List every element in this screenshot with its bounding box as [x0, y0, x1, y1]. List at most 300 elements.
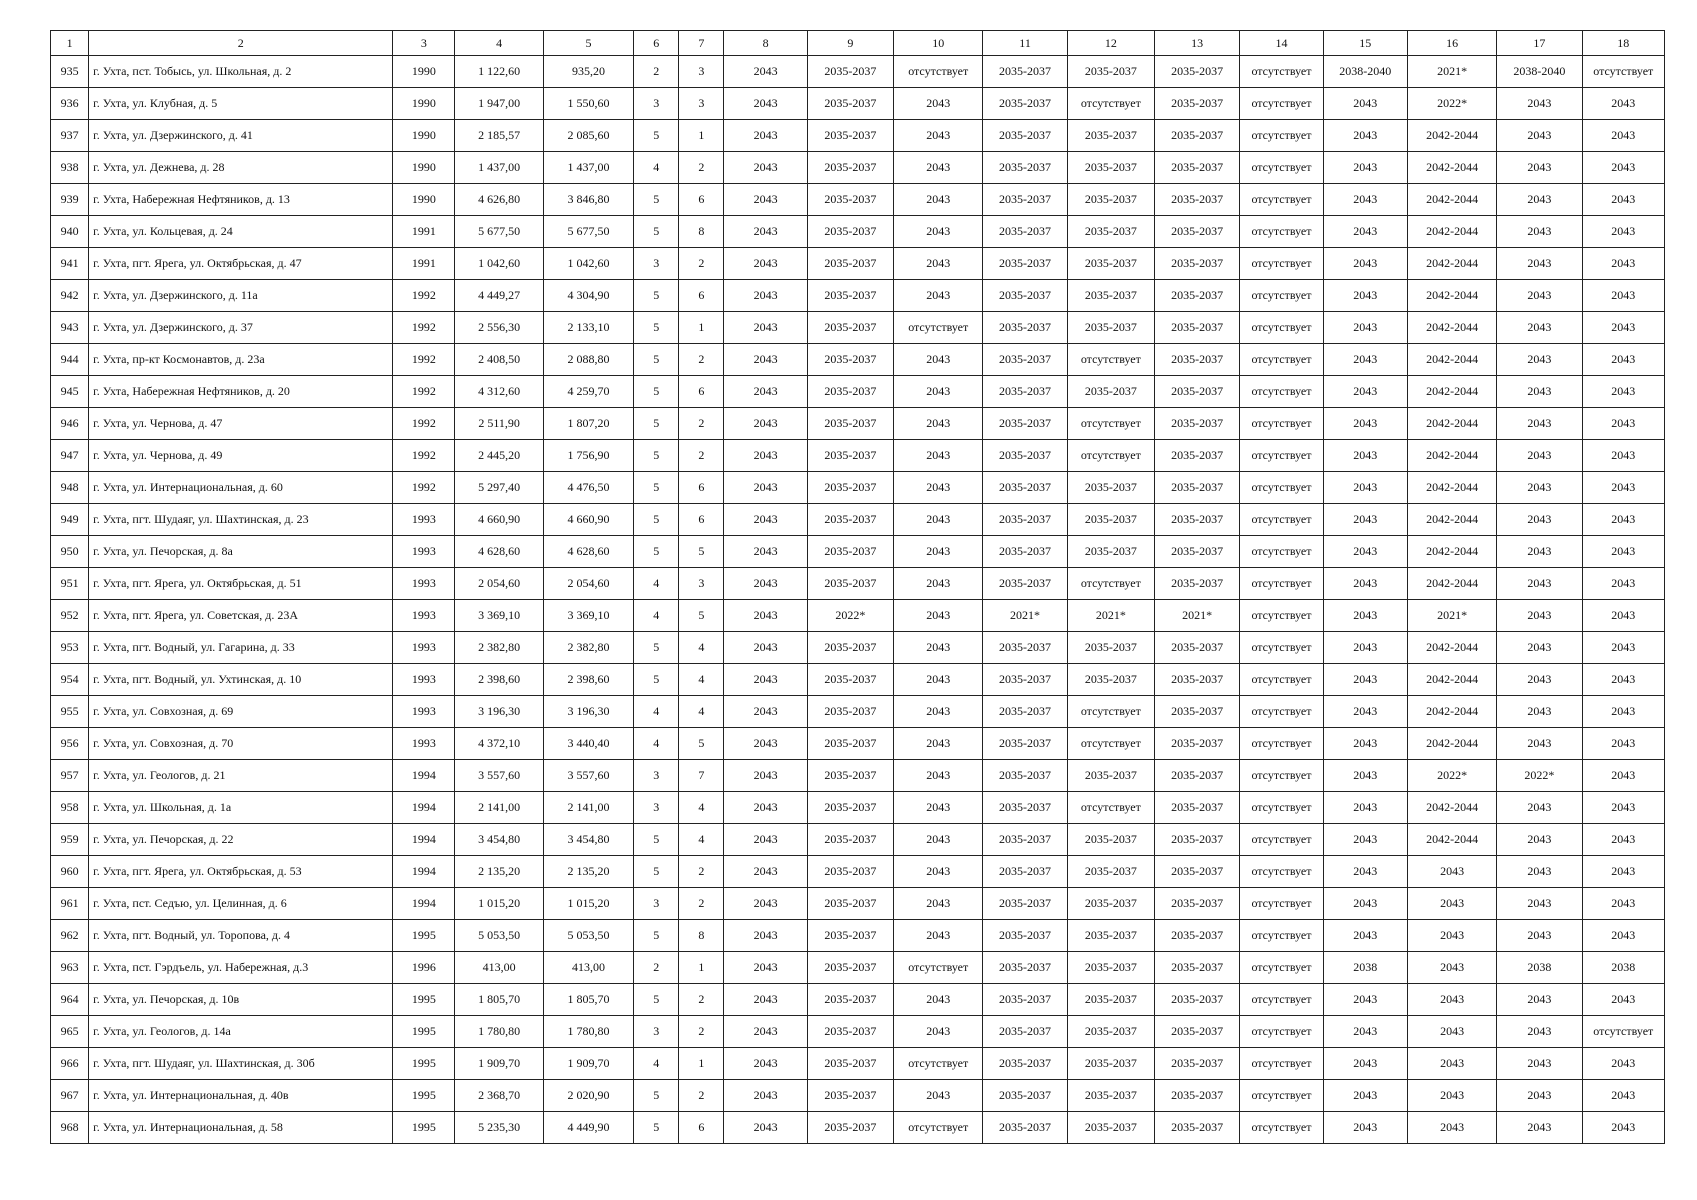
table-row: [51, 856, 1665, 888]
table-cell: 6: [679, 1112, 724, 1144]
table-cell: 2043: [724, 1016, 807, 1048]
table-cell: 2043: [1497, 824, 1582, 856]
table-cell: 2043: [1582, 856, 1664, 888]
address-cell: г. Ухта, пр-кт Космонавтов, д. 23а: [89, 344, 393, 376]
table-row: [51, 632, 1665, 664]
table-cell: 2035-2037: [1067, 472, 1154, 504]
table-cell: отсутствует: [1240, 792, 1323, 824]
address-cell: г. Ухта, пгт. Ярега, ул. Октябрьская, д. 47: [89, 248, 393, 280]
table-cell: 2043: [1323, 120, 1407, 152]
address-cell: г. Ухта, ул. Интернациональная, д. 60: [89, 472, 393, 504]
table-cell: 1994: [393, 856, 455, 888]
table-cell: 2042-2044: [1407, 792, 1496, 824]
table-cell: 2043: [724, 280, 807, 312]
table-cell: 2043: [1497, 504, 1582, 536]
table-cell: отсутствует: [1240, 152, 1323, 184]
table-cell: 2043: [1407, 888, 1496, 920]
table-cell: 2 135,20: [543, 856, 633, 888]
table-cell: 2035-2037: [983, 216, 1067, 248]
table-cell: 2 020,90: [543, 1080, 633, 1112]
row-number-cell: 952: [51, 600, 89, 632]
table-cell: 4: [679, 664, 724, 696]
table-cell: 2043: [1497, 664, 1582, 696]
table-cell: 2035-2037: [983, 888, 1067, 920]
row-number-cell: 943: [51, 312, 89, 344]
table-cell: 2043: [1497, 88, 1582, 120]
table-cell: 1993: [393, 504, 455, 536]
table-cell: 2043: [894, 248, 983, 280]
row-number-cell: 946: [51, 408, 89, 440]
table-cell: 2043: [894, 792, 983, 824]
table-cell: 3: [679, 88, 724, 120]
table-cell: 2 185,57: [455, 120, 543, 152]
table-cell: 2035-2037: [1067, 920, 1154, 952]
table-cell: 2043: [724, 312, 807, 344]
table-cell: 1993: [393, 728, 455, 760]
address-cell: г. Ухта, пгт. Шудаяг, ул. Шахтинская, д. 30б: [89, 1048, 393, 1080]
table-row: [51, 1112, 1665, 1144]
table-cell: 2043: [724, 120, 807, 152]
table-cell: отсутствует: [1240, 536, 1323, 568]
row-number-cell: 948: [51, 472, 89, 504]
table-cell: 2043: [1323, 760, 1407, 792]
table-cell: 1990: [393, 56, 455, 88]
table-cell: 2043: [724, 920, 807, 952]
table-cell: 2043: [1323, 216, 1407, 248]
table-cell: отсутствует: [1240, 1016, 1323, 1048]
table-cell: 2 398,60: [455, 664, 543, 696]
table-cell: 2043: [1497, 280, 1582, 312]
table-cell: 2035-2037: [983, 1112, 1067, 1144]
table-cell: 2043: [894, 824, 983, 856]
row-number-cell: 959: [51, 824, 89, 856]
table-cell: 2043: [1497, 888, 1582, 920]
table-cell: 2035-2037: [1155, 728, 1240, 760]
table-cell: 2035-2037: [1155, 536, 1240, 568]
table-cell: 2043: [894, 888, 983, 920]
table-cell: 2043: [1497, 376, 1582, 408]
table-cell: 2043: [1407, 1048, 1496, 1080]
table-cell: 2035-2037: [807, 184, 893, 216]
table-cell: 2: [679, 248, 724, 280]
table-row: [51, 600, 1665, 632]
address-cell: г. Ухта, пгт. Ярега, ул. Октябрьская, д. 51: [89, 568, 393, 600]
table-cell: 2035-2037: [983, 472, 1067, 504]
table-cell: отсутствует: [1067, 88, 1154, 120]
address-cell: г. Ухта, ул. Чернова, д. 49: [89, 440, 393, 472]
table-cell: 2035-2037: [1067, 664, 1154, 696]
table-cell: 2021*: [1407, 600, 1496, 632]
table-cell: отсутствует: [1582, 1016, 1664, 1048]
table-cell: 2043: [1323, 344, 1407, 376]
table-cell: 2043: [1323, 856, 1407, 888]
row-number-cell: 954: [51, 664, 89, 696]
table-cell: 2043: [724, 856, 807, 888]
table-cell: 2035-2037: [1155, 920, 1240, 952]
table-cell: 2043: [894, 696, 983, 728]
table-cell: 2035-2037: [1067, 312, 1154, 344]
table-cell: 2035-2037: [1155, 1080, 1240, 1112]
table-cell: 2043: [724, 600, 807, 632]
table-cell: 2035-2037: [983, 536, 1067, 568]
table-cell: 2043: [1582, 536, 1664, 568]
row-number-cell: 956: [51, 728, 89, 760]
table-cell: 1995: [393, 1048, 455, 1080]
table-cell: 4: [634, 568, 679, 600]
table-cell: 2043: [894, 568, 983, 600]
table-cell: 2043: [1407, 952, 1496, 984]
table-cell: 2043: [1582, 632, 1664, 664]
address-cell: г. Ухта, ул. Школьная, д. 1а: [89, 792, 393, 824]
table-cell: 2 088,80: [543, 344, 633, 376]
column-header-15: 15: [1323, 31, 1407, 56]
table-cell: 3 454,80: [543, 824, 633, 856]
table-cell: 2035-2037: [1155, 664, 1240, 696]
table-cell: 2043: [894, 504, 983, 536]
address-cell: г. Ухта, ул. Дзержинского, д. 41: [89, 120, 393, 152]
row-number-cell: 957: [51, 760, 89, 792]
table-cell: 2035-2037: [1155, 408, 1240, 440]
table-cell: 2043: [1497, 408, 1582, 440]
table-cell: 2035-2037: [983, 824, 1067, 856]
table-row: [51, 920, 1665, 952]
table-cell: 2043: [894, 344, 983, 376]
table-cell: отсутствует: [1240, 952, 1323, 984]
column-header-2: 2: [89, 31, 393, 56]
table-cell: 2035-2037: [807, 1080, 893, 1112]
table-cell: 2042-2044: [1407, 120, 1496, 152]
table-cell: 2035-2037: [807, 472, 893, 504]
address-cell: г. Ухта, пгт. Водный, ул. Торопова, д. 4: [89, 920, 393, 952]
table-cell: 2 382,80: [455, 632, 543, 664]
table-cell: 1996: [393, 952, 455, 984]
table-cell: 2043: [724, 1080, 807, 1112]
table-cell: 2043: [724, 824, 807, 856]
table-cell: 2042-2044: [1407, 696, 1496, 728]
table-cell: 5 053,50: [455, 920, 543, 952]
address-cell: г. Ухта, пгт. Ярега, ул. Октябрьская, д. 53: [89, 856, 393, 888]
row-number-cell: 947: [51, 440, 89, 472]
table-cell: 1 042,60: [455, 248, 543, 280]
table-cell: 2021*: [1407, 56, 1496, 88]
table-cell: 2035-2037: [983, 88, 1067, 120]
table-row: [51, 472, 1665, 504]
table-cell: 1 780,80: [543, 1016, 633, 1048]
table-cell: 2022*: [1407, 760, 1496, 792]
table-cell: 2035-2037: [983, 792, 1067, 824]
table-cell: 2043: [724, 1112, 807, 1144]
table-cell: 2043: [894, 664, 983, 696]
table-cell: 2 556,30: [455, 312, 543, 344]
table-cell: 2 141,00: [455, 792, 543, 824]
table-cell: отсутствует: [1240, 408, 1323, 440]
table-cell: 1 550,60: [543, 88, 633, 120]
table-cell: отсутствует: [1240, 312, 1323, 344]
table-cell: 2035-2037: [1067, 632, 1154, 664]
row-number-cell: 960: [51, 856, 89, 888]
address-cell: г. Ухта, ул. Кольцевая, д. 24: [89, 216, 393, 248]
row-number-cell: 940: [51, 216, 89, 248]
table-cell: 1: [679, 952, 724, 984]
table-cell: 2043: [1323, 152, 1407, 184]
table-cell: 2043: [1323, 824, 1407, 856]
table-cell: 2043: [1497, 1016, 1582, 1048]
table-cell: 2043: [1497, 184, 1582, 216]
table-cell: 2: [634, 56, 679, 88]
table-cell: 2043: [1582, 408, 1664, 440]
table-cell: отсутствует: [1240, 920, 1323, 952]
table-cell: 2035-2037: [807, 792, 893, 824]
table-cell: 3 369,10: [543, 600, 633, 632]
table-cell: 2035-2037: [983, 728, 1067, 760]
table-cell: 2043: [1582, 216, 1664, 248]
table-cell: 1 805,70: [543, 984, 633, 1016]
row-number-cell: 953: [51, 632, 89, 664]
table-cell: 3: [634, 88, 679, 120]
table-cell: 2035-2037: [1067, 856, 1154, 888]
table-cell: 1993: [393, 568, 455, 600]
table-cell: 1 807,20: [543, 408, 633, 440]
row-number-cell: 955: [51, 696, 89, 728]
column-header-11: 11: [983, 31, 1067, 56]
table-cell: 2043: [1497, 568, 1582, 600]
table-cell: 5: [634, 280, 679, 312]
table-cell: 2042-2044: [1407, 536, 1496, 568]
table-cell: 2: [679, 984, 724, 1016]
table-cell: отсутствует: [1582, 56, 1664, 88]
table-cell: 2035-2037: [1067, 1112, 1154, 1144]
table-cell: 2043: [1497, 600, 1582, 632]
address-cell: г. Ухта, Набережная Нефтяников, д. 20: [89, 376, 393, 408]
table-cell: 2035-2037: [1067, 1080, 1154, 1112]
table-cell: 4: [679, 632, 724, 664]
table-cell: 1994: [393, 792, 455, 824]
table-cell: 2035-2037: [1155, 56, 1240, 88]
table-cell: 2043: [724, 888, 807, 920]
table-cell: 2035-2037: [1155, 440, 1240, 472]
address-cell: г. Ухта, ул. Дзержинского, д. 37: [89, 312, 393, 344]
table-cell: 2043: [724, 792, 807, 824]
table-cell: 2043: [1582, 152, 1664, 184]
table-cell: 2022*: [807, 600, 893, 632]
table-cell: 2042-2044: [1407, 408, 1496, 440]
table-cell: 3: [634, 1016, 679, 1048]
table-cell: 1995: [393, 984, 455, 1016]
column-header-1: 1: [51, 31, 89, 56]
table-cell: 5: [634, 120, 679, 152]
table-cell: 2043: [894, 280, 983, 312]
address-cell: г. Ухта, пст. Гэрдъель, ул. Набережная, д.3: [89, 952, 393, 984]
table-cell: 2035-2037: [1155, 248, 1240, 280]
table-cell: отсутствует: [1240, 88, 1323, 120]
table-cell: 5: [679, 600, 724, 632]
table-cell: 2021*: [1155, 600, 1240, 632]
table-row: [51, 312, 1665, 344]
table-cell: 2035-2037: [1155, 632, 1240, 664]
address-cell: г. Ухта, ул. Дежнева, д. 28: [89, 152, 393, 184]
table-cell: 2035-2037: [1155, 1016, 1240, 1048]
table-cell: 1995: [393, 1016, 455, 1048]
table-cell: 4: [634, 600, 679, 632]
table-cell: 2035-2037: [807, 824, 893, 856]
table-cell: 1990: [393, 88, 455, 120]
table-cell: 2035-2037: [1067, 1048, 1154, 1080]
table-cell: 2035-2037: [1155, 152, 1240, 184]
table-cell: 3: [634, 792, 679, 824]
table-cell: 3 557,60: [543, 760, 633, 792]
table-cell: 2035-2037: [1155, 856, 1240, 888]
table-cell: 4: [679, 824, 724, 856]
table-cell: 2043: [1323, 440, 1407, 472]
table-cell: 1 437,00: [455, 152, 543, 184]
table-body: [51, 56, 1665, 1144]
table-cell: 4: [679, 696, 724, 728]
table-cell: отсутствует: [1240, 600, 1323, 632]
address-cell: г. Ухта, ул. Печорская, д. 22: [89, 824, 393, 856]
table-cell: 2035-2037: [983, 280, 1067, 312]
table-cell: 1 909,70: [455, 1048, 543, 1080]
table-cell: отсутствует: [1240, 248, 1323, 280]
table-cell: 2035-2037: [983, 632, 1067, 664]
table-cell: 2: [679, 344, 724, 376]
row-number-cell: 949: [51, 504, 89, 536]
table-cell: 2043: [894, 600, 983, 632]
table-cell: 2043: [1323, 568, 1407, 600]
table-cell: 2043: [724, 728, 807, 760]
table-cell: 2035-2037: [1155, 216, 1240, 248]
table-cell: 4 449,27: [455, 280, 543, 312]
table-cell: 2035-2037: [807, 344, 893, 376]
table-cell: отсутствует: [894, 56, 983, 88]
column-header-12: 12: [1067, 31, 1154, 56]
table-cell: 2043: [1582, 984, 1664, 1016]
table-cell: 5: [634, 312, 679, 344]
table-cell: отсутствует: [1067, 728, 1154, 760]
table-row: [51, 952, 1665, 984]
table-cell: 2 445,20: [455, 440, 543, 472]
table-cell: 2042-2044: [1407, 504, 1496, 536]
table-cell: 2035-2037: [807, 696, 893, 728]
table-cell: 1995: [393, 1112, 455, 1144]
table-cell: 4 626,80: [455, 184, 543, 216]
address-cell: г. Ухта, пст. Тобысь, ул. Школьная, д. 2: [89, 56, 393, 88]
table-cell: 2042-2044: [1407, 632, 1496, 664]
table-cell: 2043: [1323, 1016, 1407, 1048]
table-cell: 1993: [393, 664, 455, 696]
table-cell: 2035-2037: [983, 440, 1067, 472]
address-cell: г. Ухта, ул. Геологов, д. 14а: [89, 1016, 393, 1048]
table-cell: 8: [679, 216, 724, 248]
table-cell: 2035-2037: [1155, 984, 1240, 1016]
table-cell: 2043: [1407, 856, 1496, 888]
table-cell: 2038: [1323, 952, 1407, 984]
row-number-cell: 950: [51, 536, 89, 568]
table-cell: 2035-2037: [1155, 696, 1240, 728]
table-cell: отсутствует: [1240, 728, 1323, 760]
table-cell: 3 846,80: [543, 184, 633, 216]
table-cell: 2043: [1323, 664, 1407, 696]
table-cell: 2035-2037: [807, 1048, 893, 1080]
address-cell: г. Ухта, ул. Чернова, д. 47: [89, 408, 393, 440]
table-row: [51, 440, 1665, 472]
table-cell: 2035-2037: [1155, 88, 1240, 120]
table-cell: 2035-2037: [807, 920, 893, 952]
table-cell: 2 408,50: [455, 344, 543, 376]
table-row: [51, 1016, 1665, 1048]
table-cell: 2035-2037: [807, 440, 893, 472]
table-row: [51, 888, 1665, 920]
table-cell: 2035-2037: [983, 1016, 1067, 1048]
row-number-cell: 965: [51, 1016, 89, 1048]
table-cell: 2043: [894, 536, 983, 568]
row-number-cell: 963: [51, 952, 89, 984]
table-cell: 5: [634, 1080, 679, 1112]
table-cell: отсутствует: [1067, 440, 1154, 472]
table-cell: 6: [679, 504, 724, 536]
table-cell: 2035-2037: [983, 504, 1067, 536]
table-cell: 2 133,10: [543, 312, 633, 344]
table-cell: 4: [634, 696, 679, 728]
table-cell: 2: [679, 888, 724, 920]
table-cell: отсутствует: [1067, 568, 1154, 600]
address-cell: г. Ухта, пст. Седъю, ул. Целинная, д. 6: [89, 888, 393, 920]
table-cell: 5: [634, 856, 679, 888]
table-cell: 1: [679, 120, 724, 152]
address-cell: г. Ухта, ул. Совхозная, д. 69: [89, 696, 393, 728]
table-cell: 4 476,50: [543, 472, 633, 504]
table-cell: 2035-2037: [807, 56, 893, 88]
column-header-10: 10: [894, 31, 983, 56]
table-cell: 2043: [1323, 184, 1407, 216]
column-header-5: 5: [543, 31, 633, 56]
table-cell: 6: [679, 280, 724, 312]
table-row: [51, 344, 1665, 376]
table-cell: 2043: [1323, 472, 1407, 504]
table-cell: 2043: [1582, 792, 1664, 824]
table-cell: 2035-2037: [983, 696, 1067, 728]
table-cell: 2043: [894, 152, 983, 184]
table-cell: 5: [634, 664, 679, 696]
table-cell: отсутствует: [894, 1048, 983, 1080]
table-row: [51, 984, 1665, 1016]
table-row: [51, 568, 1665, 600]
table-cell: 4 372,10: [455, 728, 543, 760]
address-cell: г. Ухта, пгт. Ярега, ул. Советская, д. 23А: [89, 600, 393, 632]
table-cell: 7: [679, 760, 724, 792]
address-cell: г. Ухта, ул. Дзержинского, д. 11а: [89, 280, 393, 312]
table-cell: 2042-2044: [1407, 376, 1496, 408]
table-cell: 2042-2044: [1407, 248, 1496, 280]
table-cell: 2043: [894, 632, 983, 664]
table-row: [51, 120, 1665, 152]
table-cell: 2043: [894, 1080, 983, 1112]
row-number-cell: 937: [51, 120, 89, 152]
table-row: [51, 728, 1665, 760]
table-cell: 2035-2037: [1067, 56, 1154, 88]
table-cell: 2043: [1497, 856, 1582, 888]
table-cell: 1990: [393, 120, 455, 152]
table-cell: 2043: [724, 568, 807, 600]
table-cell: 2042-2044: [1407, 824, 1496, 856]
table-cell: 2035-2037: [1067, 120, 1154, 152]
table-cell: отсутствует: [1240, 184, 1323, 216]
table-cell: 2042-2044: [1407, 440, 1496, 472]
table-cell: 1 756,90: [543, 440, 633, 472]
table-cell: 2035-2037: [807, 664, 893, 696]
row-number-cell: 942: [51, 280, 89, 312]
table-cell: 2035-2037: [1155, 472, 1240, 504]
table-cell: 2 054,60: [455, 568, 543, 600]
